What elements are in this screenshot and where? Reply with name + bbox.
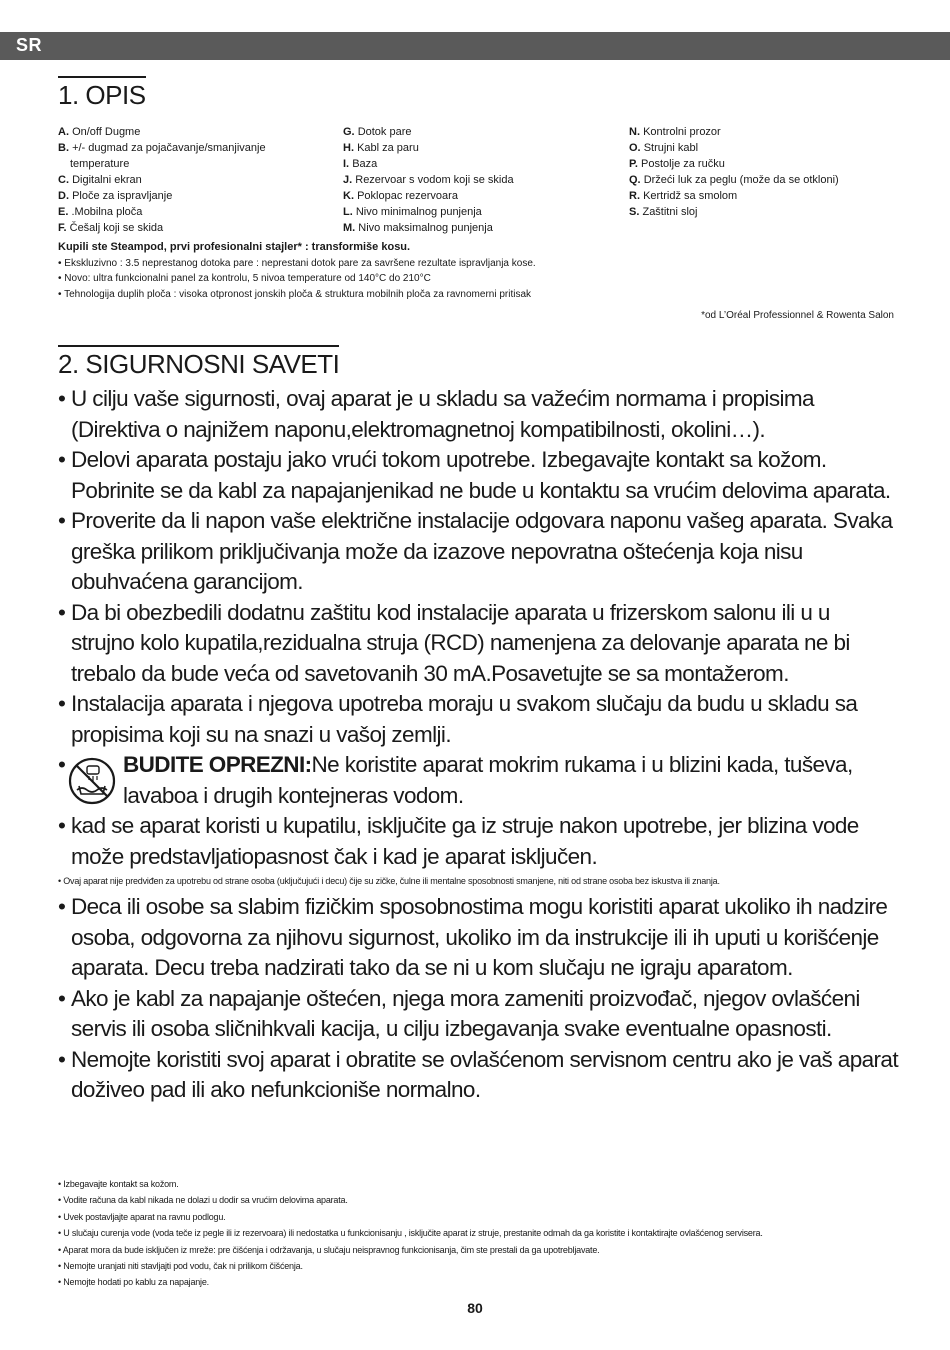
safety-instructions [58,384,898,1106]
note-item: • Nemojte uranjati niti stavljajti pod vodu, čak ni prilikom čišćenja. [58,1261,303,1272]
part-label: Ploče za ispravljanje [72,190,173,202]
intro-point: • Ekskluzivno : 3.5 neprestanog dotoka pare : neprestani dotok pare za savršene rezultate ispravljanja kose. [58,257,536,269]
safety-bullet: • Nemojte koristiti svoj aparat i obratite se ovlašćenom servisnom centru ako je vaš aparat doživeo pad ili ako nefunkcioniše normalno. [58,1045,898,1106]
part-label: Kertridž sa smolom [643,190,738,202]
part-label: Nivo maksimalnog punjenja [358,222,493,234]
part-item [629,188,839,204]
part-key: C. [58,174,69,186]
warning-label: BUDITE OPREZNI: [123,752,312,777]
safety-bullet-warning [58,750,898,811]
safety-bullet: • U cilju vaše sigurnosti, ovaj aparat je u skladu sa važećim normama i propisima (Direktiva o najnižem naponu,elektromagnetnoj kompatibilnosti, okolini…). [58,384,898,445]
part-item [343,220,514,236]
part-key: P. [629,158,638,170]
part-label: .Mobilna ploča [71,206,143,218]
part-label: Postolje za ručku [641,158,725,170]
part-item [58,124,266,140]
section-title-description: 1. OPIS [58,76,146,110]
part-key: Q. [629,174,641,186]
product-intro [58,240,898,302]
part-item [343,172,514,188]
part-key: D. [58,190,69,202]
part-key: L. [343,206,353,218]
note-item: • Vodite računa da kabl nikada ne dolazi u dodir sa vrućim delovima aparata. [58,1195,348,1206]
part-item [58,204,266,220]
part-key: R. [629,190,640,202]
part-item [343,156,514,172]
part-label: Baza [352,158,378,170]
part-label: Nivo minimalnog punjenja [355,206,482,218]
part-item [629,172,839,188]
part-label: Digitalni ekran [72,174,142,186]
part-label: Strujni kabl [643,142,699,154]
part-label: Dotok pare [357,126,412,138]
part-key: N. [629,126,640,138]
note-item: • Nemojte hodati po kablu za napajanje. [58,1277,209,1288]
part-label: Poklopac rezervoara [357,190,458,202]
part-key: F. [58,222,67,234]
part-key: H. [343,142,354,154]
part-item [58,220,266,236]
note-item: • Aparat mora da bude isključen iz mreže: pre čišćenja i održavanja, u slučaju neispravnog funkcionisanja, čim ste prestali da ga upotrebljavate. [58,1244,600,1255]
source-footnote: *od L’Oréal Professionnel & Rowenta Salon [701,310,894,321]
safety-bullet: • Deca ili osobe sa slabim fizičkim sposobnostima mogu koristiti aparat ukoliko ih nadzire osoba, odgovorna za njihovu sigurnost, ukoliko im da instrukcije ili ih uputi u korišćenje aparata. Decu treba nadzirati tako da se ni u kom slučaju ne igraju aparatom. [58,892,898,984]
safety-bullet: • kad se aparat koristi u kupatilu, isključite ga iz struje nakon upotrebe, jer blizina vode može predstavljatiopasnost čak i kad je aparat isključen. [58,811,898,872]
safety-bullet: • Ako je kabl za napajanje oštećen, njega mora zameniti proizvođač, njegov ovlašćeni servis ili osoba sličnihkvali kacija, u cilju izbegavanja svake eventualne opasnosti. [58,984,898,1045]
part-label: +/- dugmad za pojačavanje/smanjivanje [72,142,266,154]
intro-point: • Novo: ultra funkcionalni panel za kontrolu, 5 nivoa temperature od 140°C do 210°C [58,273,431,284]
section-title-safety: 2. SIGURNOSNI SAVETI [58,345,339,379]
parts-list-column-2 [343,124,514,236]
part-key: S. [629,206,640,218]
part-label: Držeći luk za peglu (može da se otkloni) [643,174,839,186]
part-key: G. [343,126,355,138]
intro-heading: Kupili ste Steampod, prvi profesionalni stajler* : transformiše kosu. [58,241,411,253]
part-key: I. [343,158,350,170]
note-item: • U slučaju curenja vode (voda teče iz pegle ili iz rezervoara) ili nedostatka u funkcionisanju , isključite aparat iz struje, prestanite odmah da ga koristite i kontaktirajte ovlašćenog servisera. [58,1228,763,1239]
part-item [629,124,839,140]
part-item [58,140,266,156]
safety-bullet: • Da bi obezbedili dodatnu zaštitu kod instalacije aparata u frizerskom salonu ili u u strujno kolo kupatila,rezidualna struja (RCD) namenjena za delovanje aparata ne bi trebalo da bude veća od savetovanih 30 mA.Posavetujte se sa montažerom. [58,598,898,690]
language-bar [0,32,950,60]
intro-point: • Tehnologija duplih ploča : visoka otpronost jonskih ploča & struktura mobilnih ploča za ravnomerni pritisak [58,288,532,300]
part-key: M. [343,222,356,234]
part-item [58,172,266,188]
warning-text: Ne koristite aparat mokrim rukama i u blizini kada, tuševa, lavaboa i drugih kontejneras vodom. [123,752,853,808]
part-label: temperature [70,158,130,170]
part-label: Kontrolni prozor [643,126,721,138]
safety-bullet: • Proverite da li napon vaše električne instalacije odgovara naponu vašeg aparata. Svaka greška prilikom priključivanja može da izazove nepovratna oštećenja koja nisu obuhvaćena garancijom. [58,506,898,598]
part-item [343,188,514,204]
part-key: A. [58,126,69,138]
part-item [343,140,514,156]
part-label: On/off Dugme [72,126,141,138]
additional-notes [58,1176,898,1291]
safety-bullet: • Delovi aparata postaju jako vrući tokom upotrebe. Izbegavajte kontakt sa kožom. Pobrinite se da kabl za napajanjenikad ne bude u kontaktu sa vrućim delovima aparata. [58,445,898,506]
part-item [629,140,839,156]
part-label: Rezervoar s vodom koji se skida [355,174,514,186]
part-item [629,204,839,220]
safety-small-note: • Ovaj aparat nije predviđen za upotrebu od strane osoba (uključujući i decu) čije su zičke, čulne ili mentalne sposobnosti smanjene, niti od strane osoba bez iskustva ili znanja. [58,876,720,886]
part-key: E. [58,206,69,218]
parts-list-column-1 [58,124,266,236]
part-item [629,156,839,172]
part-key: K. [343,190,354,202]
no-water-warning-icon [67,756,117,806]
language-code: SR [16,35,43,55]
part-key: B. [58,142,69,154]
part-key: O. [629,142,641,154]
note-item: • Izbegavajte kontakt sa kožom. [58,1179,179,1189]
parts-list-column-3 [629,124,839,220]
part-label: Kabl za paru [357,142,419,154]
part-item [58,188,266,204]
part-key: J. [343,174,353,186]
part-label: Zaštitni sloj [642,206,698,218]
part-item [58,156,266,172]
part-label: Češalj koji se skida [69,222,164,234]
part-item [343,204,514,220]
part-item [343,124,514,140]
page-number: 80 [467,1300,483,1316]
note-item: • Uvek postavljajte aparat na ravnu podlogu. [58,1211,226,1222]
safety-bullet: • Instalacija aparata i njegova upotreba moraju u svakom slučaju da budu u skladu sa propisima koji su na snazi u vašoj zemlji. [58,689,898,750]
